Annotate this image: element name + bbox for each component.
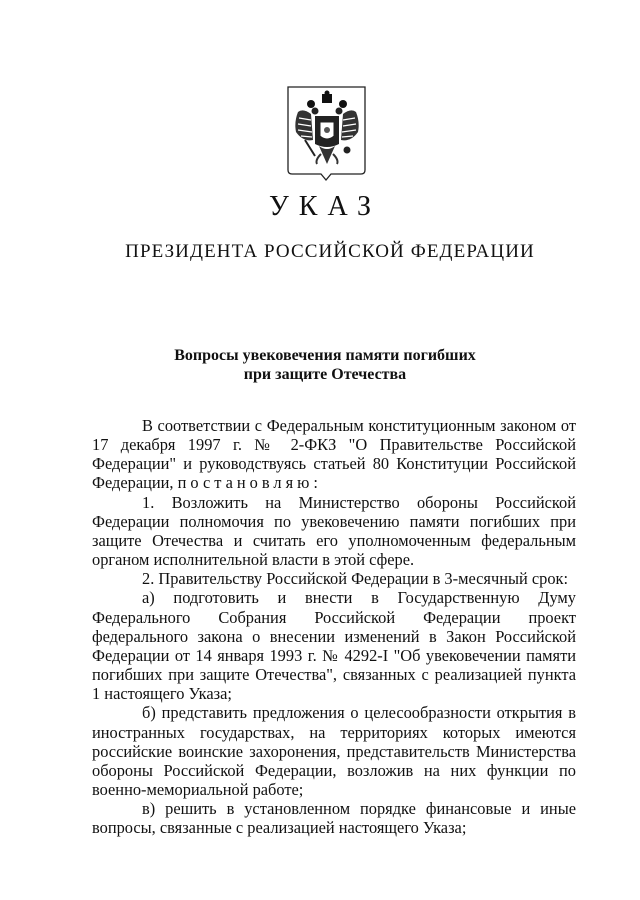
document-title: УКАЗ (268, 191, 382, 222)
preamble-text: В соответствии с Федеральным конституционным законом от 17 декабря 1997 г. № 2-ФКЗ "О Правительстве Российской Федерации" и руководствуясь статьей 80 Конституции Российской Федерации, (92, 416, 576, 493)
decree-word: постановляю: (177, 473, 322, 493)
paragraph-2b: б) представить предложения о целесообразности открытия в иностранных государствах, на территориях которых имеются российские воинские захоронения, представительств Министерства обороны Российской Федерации, возложив на них функции по военно-мемориальной работе; (92, 703, 576, 799)
decree-heading (120, 346, 530, 384)
paragraph-2c: в) решить в установленном порядке финансовые и иные вопросы, связанные с реализацией настоящего Указа; (92, 799, 576, 838)
decree-body (92, 416, 576, 837)
decree-heading-line2: при защите Отечества (243, 366, 407, 383)
double-headed-eagle-icon (285, 84, 369, 184)
document-subtitle: ПРЕЗИДЕНТА РОССИЙСКОЙ ФЕДЕРАЦИИ (125, 241, 535, 262)
paragraph-2: 2. Правительству Российской Федерации в 3-месячный срок: (142, 569, 569, 589)
preamble-paragraph (92, 416, 576, 493)
paragraph-2a: а) подготовить и внести в Государственную Думу Федерального Собрания Российской Федерации проект федерального закона о внесении изменений в Закон Российской Федерации от 14 января 1993 г. № 4292-I "Об увековечении памяти погибших при защите Отечества", связанных с реализацией пункта 1 настоящего Указа; (92, 588, 576, 704)
paragraph-1: 1. Возложить на Министерство обороны Российской Федерации полномочия по увековечению памяти погибших при защите Отечества и считать его уполномоченным федеральным органом исполнительной власти в этой сфере. (92, 492, 576, 570)
decree-heading-line1: Вопросы увековечения памяти погибших (174, 347, 476, 364)
coat-of-arms-emblem (285, 84, 369, 184)
